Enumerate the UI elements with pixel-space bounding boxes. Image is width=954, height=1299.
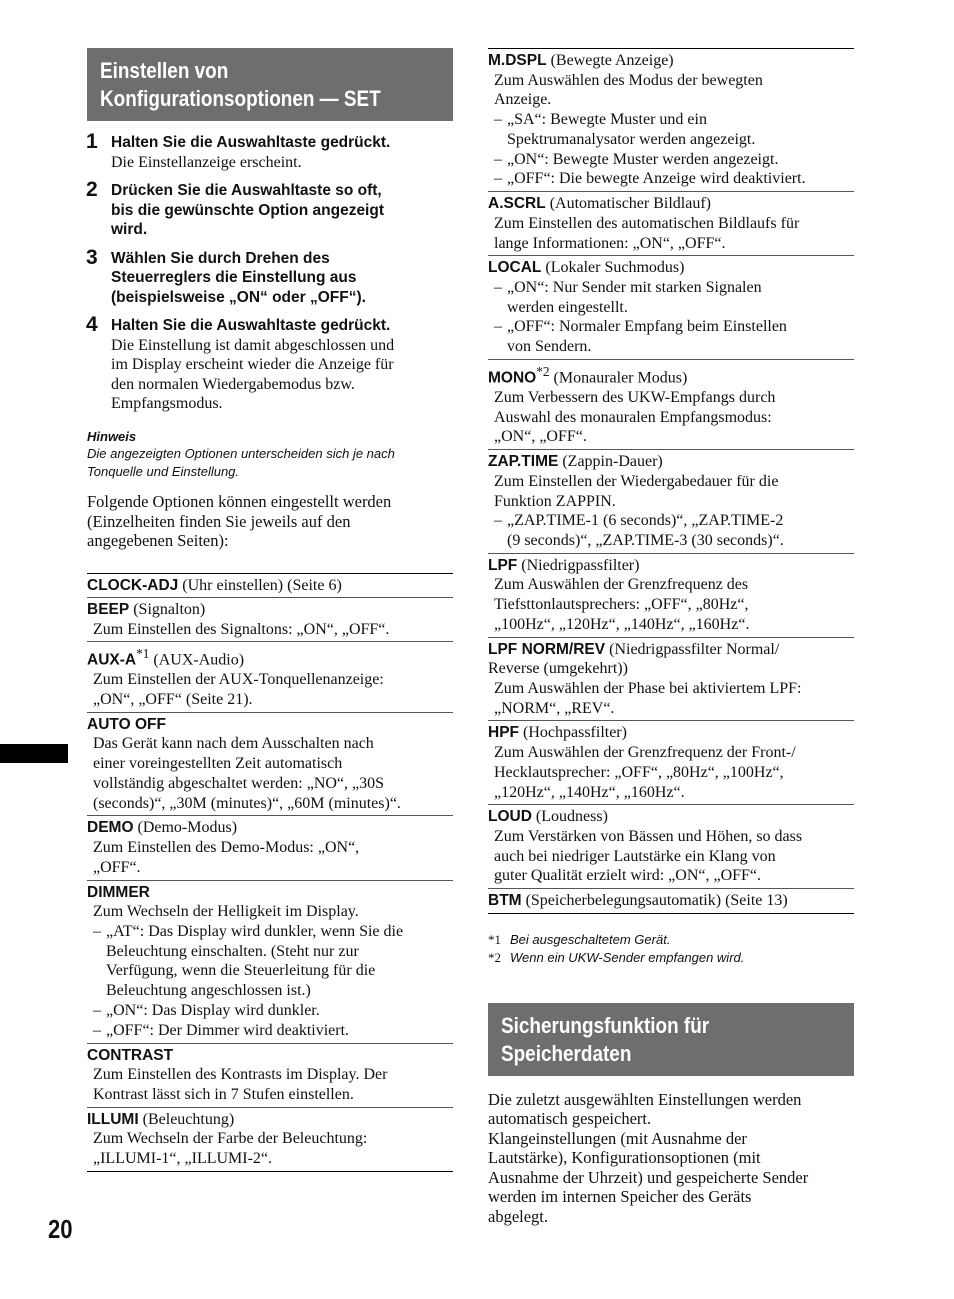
step-title: Halten Sie die Auswahltaste gedrückt. [111, 317, 391, 334]
description-line: Zum Auswählen der Grenzfrequenz der Front-/ [494, 743, 796, 761]
option-subtitle: (AUX-Audio) [153, 651, 245, 669]
option-description [494, 71, 854, 111]
memory-paragraph [488, 1090, 854, 1227]
paragraph-line: werden im internen Speicher des Geräts [488, 1187, 752, 1207]
description-line: „ON“, „OFF“ (Seite 21). [93, 690, 253, 708]
description-line: Tiefsttonlautsprechers: „OFF“, „80Hz“, [494, 596, 749, 614]
option-name: LPF [488, 556, 518, 574]
option-contrast [87, 1044, 453, 1108]
description-line: Kontrast lässt sich in 7 Stufen einstellen. [93, 1085, 354, 1103]
option-name: CONTRAST [87, 1046, 174, 1064]
note-line: Tonquelle und Einstellung. [87, 463, 240, 479]
footnote-marker: *2 [536, 364, 550, 380]
value-line: „SA“: Bewegte Muster und ein [507, 111, 707, 129]
option-description [93, 1129, 453, 1169]
option-description [494, 214, 854, 254]
description-line: Zum Einstellen des Signaltons: „ON“, „OFF“. [93, 620, 390, 638]
option-name: MONO [488, 369, 537, 387]
description-line: Auswahl des monauralen Empfangsmodus: [494, 408, 772, 426]
option-zap-time [488, 450, 854, 554]
dash-bullet: – [494, 318, 502, 336]
option-name: A.SCRL [488, 195, 546, 213]
step-title: wird. [111, 221, 148, 238]
option-lpf [488, 554, 854, 638]
option-subtitle: (Zappin-Dauer) [562, 453, 663, 471]
note-line: Die angezeigten Optionen unterscheiden sich je nach [87, 446, 395, 461]
step-body: im Display erscheint wieder die Anzeige für [111, 356, 394, 373]
step-list [86, 130, 453, 414]
option-value-list [93, 922, 453, 1041]
option-value [93, 1021, 453, 1041]
option-value [494, 110, 854, 150]
option-description [93, 620, 453, 640]
option-name: BEEP [87, 601, 130, 618]
option-header [488, 194, 854, 214]
paragraph-line: Die zuletzt ausgewählten Einstellungen werden [488, 1089, 802, 1109]
step-title: (beispielsweise „ON“ oder „OFF“). [111, 288, 366, 306]
step-number: 1 [86, 130, 98, 153]
left-column [87, 48, 453, 1172]
option-header [87, 715, 453, 735]
description-line: „ILLUMI-1“, „ILLUMI-2“. [93, 1149, 273, 1167]
option-local [488, 256, 854, 360]
value-line: „OFF“: Normaler Empfang beim Einstellen [507, 318, 787, 336]
paragraph-line: abgelegt. [488, 1206, 549, 1226]
step-title: Wählen Sie durch Drehen des [111, 249, 330, 267]
option-header [488, 723, 854, 743]
value-line: (9 seconds)“, „ZAP.TIME-3 (30 seconds)“. [507, 532, 784, 550]
step-title: Halten Sie die Auswahltaste gedrückt. [111, 134, 391, 151]
step-4 [86, 313, 453, 414]
option-subtitle: (Loudness) [535, 808, 608, 826]
paragraph-line: Ausnahme der Uhrzeit) und gespeicherte Sender [488, 1167, 809, 1187]
option-name: ZAP.TIME [488, 453, 559, 471]
option-name: LOCAL [488, 259, 542, 277]
option-header [488, 452, 854, 472]
option-subtitle-cont: Reverse (umgekehrt)) [488, 660, 628, 678]
section-tab-marker [0, 744, 68, 763]
description-line: guter Qualität erzielt wird: „ON“, „OFF“. [494, 867, 762, 885]
step-body: Empfangsmodus. [111, 395, 223, 412]
option-value-list [494, 511, 854, 551]
step-title: Drücken Sie die Auswahltaste so oft, [111, 182, 382, 199]
step-2 [86, 178, 453, 240]
option-value [494, 150, 854, 170]
description-line: Zum Wechseln der Farbe der Beleuchtung: [93, 1130, 368, 1148]
page-number: 20 [48, 1214, 73, 1244]
paragraph-line: Klangeinstellungen (mit Ausnahme der [488, 1128, 747, 1148]
step-3 [86, 245, 453, 308]
right-column [488, 48, 854, 1226]
paragraph-line: automatisch gespeichert. [488, 1109, 652, 1129]
option-m-dspl [488, 49, 854, 192]
description-line: vollständig abgeschaltet werden: „NO“, „30S [93, 774, 385, 792]
description-line: Zum Auswählen der Phase bei aktiviertem LPF: [494, 679, 802, 697]
option-value [494, 511, 854, 551]
option-description [494, 575, 854, 634]
option-description [494, 679, 854, 719]
dash-bullet: – [494, 150, 502, 168]
option-auto-off [87, 713, 453, 817]
value-line: „OFF“: Die bewegte Anzeige wird deaktiviert. [507, 170, 806, 188]
step-body: den normalen Wiedergabemodus bzw. [111, 375, 355, 393]
description-line: einer voreingestellten Zeit automatisch [93, 755, 343, 773]
option-value [93, 1001, 453, 1021]
option-description [494, 743, 854, 802]
option-header [87, 1110, 453, 1130]
footnotes [488, 931, 854, 967]
description-line: Das Gerät kann nach dem Ausschalten nach [93, 735, 374, 753]
dash-bullet: – [494, 278, 502, 296]
description-line: Zum Einstellen der Wiedergabedauer für die [494, 472, 779, 490]
option-header [87, 576, 453, 596]
option-value [494, 278, 854, 318]
description-line: Zum Verstärken von Bässen und Höhen, so dass [494, 827, 803, 845]
option-name: LOUD [488, 808, 532, 826]
option-header [87, 644, 453, 670]
value-line: von Sendern. [507, 338, 592, 356]
footnote: *1 Bei ausgeschaltetem Gerät. [488, 931, 671, 947]
option-subtitle: (Hochpassfilter) [523, 724, 627, 742]
step-number: 4 [86, 313, 98, 336]
option-subtitle: (Lokaler Suchmodus) [545, 259, 685, 277]
value-line: „ON“: Das Display wird dunkler. [106, 1001, 320, 1019]
description-line: „ON“, „OFF“. [494, 428, 587, 446]
description-line: „OFF“. [93, 858, 141, 876]
option-a-scrl [488, 192, 854, 256]
description-line: Zum Auswählen der Grenzfrequenz des [494, 576, 749, 594]
option-name: HPF [488, 724, 519, 742]
value-line: „OFF“: Der Dimmer wird deaktiviert. [106, 1021, 350, 1039]
step-number: 3 [86, 245, 98, 269]
option-header [488, 556, 854, 576]
option-clock-adj [87, 574, 453, 599]
option-description [494, 388, 854, 447]
description-line: (seconds)“, „30M (minutes)“, „60M (minutes)“. [93, 794, 401, 812]
description-line: Hecklautsprecher: „OFF“, „80Hz“, „100Hz“, [494, 763, 784, 781]
section-heading-set: Einstellen von Konfigurationsoptionen — SET [87, 48, 453, 121]
option-subtitle: (Demo-Modus) [137, 819, 238, 837]
option-btm [488, 889, 854, 913]
dash-bullet: – [494, 512, 502, 530]
description-line: „100Hz“, „120Hz“, „140Hz“, „160Hz“. [494, 616, 750, 634]
option-header [488, 51, 854, 71]
option-header [488, 362, 854, 388]
value-line: Beleuchtung angeschlossen ist.) [106, 982, 311, 1000]
option-subtitle: (Beleuchtung) [142, 1110, 235, 1128]
option-header [488, 258, 854, 278]
description-line: „120Hz“, „140Hz“, „160Hz“. [494, 783, 685, 801]
option-subtitle: (Speicherbelegungsautomatik) (Seite 13) [525, 892, 788, 910]
description-line: Zum Einstellen des automatischen Bildlaufs für [494, 214, 800, 232]
option-subtitle: (Niedrigpassfilter) [521, 556, 640, 574]
step-title: bis die gewünschte Option angezeigt [111, 201, 384, 219]
value-line: Verfügung, wenn die Steuerleitung für die [106, 962, 376, 980]
note-box [87, 428, 453, 481]
option-description [93, 838, 453, 878]
value-line: Spektrumanalysator werden angezeigt. [507, 130, 756, 148]
option-loud [488, 805, 854, 889]
value-line: „ON“: Nur Sender mit starken Signalen [507, 278, 762, 296]
option-header [87, 600, 453, 620]
option-value [494, 317, 854, 357]
option-mono [488, 360, 854, 450]
option-name: BTM [488, 892, 522, 910]
option-value-list [494, 278, 854, 357]
step-number: 2 [86, 178, 98, 201]
option-header [87, 818, 453, 838]
option-table-right [488, 48, 854, 914]
step-body: Die Einstellanzeige erscheint. [111, 153, 302, 171]
option-dimmer [87, 881, 453, 1044]
dash-bullet: – [494, 111, 502, 129]
description-line: Anzeige. [494, 91, 552, 109]
option-beep [87, 598, 453, 642]
description-line: Zum Einstellen des Kontrasts im Display. Der [93, 1066, 388, 1084]
section-heading-memory: Sicherungsfunktion für Speicherdaten [488, 1003, 854, 1076]
option-description [494, 472, 854, 512]
option-name: DEMO [87, 819, 134, 837]
step-1 [86, 130, 453, 172]
option-name: M.DSPL [488, 52, 547, 69]
option-subtitle: (Bewegte Anzeige) [550, 52, 674, 69]
option-subtitle: (Uhr einstellen) (Seite 6) [182, 576, 342, 594]
dash-bullet: – [93, 1021, 101, 1039]
description-line: Funktion ZAPPIN. [494, 492, 616, 510]
option-name: AUTO OFF [87, 715, 166, 733]
option-subtitle: (Niedrigpassfilter Normal/ [609, 640, 780, 658]
option-value-list [494, 110, 854, 189]
option-name: CLOCK-ADJ [87, 576, 179, 594]
option-description [93, 734, 453, 813]
option-name: AUX-A [87, 651, 137, 669]
description-line: „NORM“, „REV“. [494, 699, 615, 717]
value-line: „ON“: Bewegte Muster werden angezeigt. [507, 150, 779, 168]
option-subtitle: (Monauraler Modus) [553, 369, 688, 387]
option-description [494, 827, 854, 886]
option-description [93, 902, 453, 922]
description-line: Zum Wechseln der Helligkeit im Display. [93, 903, 359, 920]
option-demo [87, 816, 453, 880]
option-header [488, 640, 854, 660]
description-line: Zum Auswählen des Modus der bewegten [494, 71, 763, 89]
value-line: Beleuchtung einschalten. (Steht nur zur [106, 942, 359, 960]
value-line: „ZAP.TIME-1 (6 seconds)“, „ZAP.TIME-2 [507, 512, 784, 530]
option-hpf [488, 721, 854, 805]
option-subtitle: (Automatischer Bildlauf) [549, 195, 711, 213]
option-value [494, 169, 854, 189]
option-header [488, 807, 854, 827]
description-line: lange Informationen: „ON“, „OFF“. [494, 234, 726, 252]
footnote-marker: *1 [136, 646, 150, 662]
description-line: Zum Einstellen der AUX-Tonquellenanzeige: [93, 671, 384, 689]
dash-bullet: – [93, 922, 101, 940]
value-line: „AT“: Das Display wird dunkler, wenn Sie die [106, 922, 404, 940]
step-title: Steuerreglers die Einstellung aus [111, 269, 357, 286]
option-table-left [87, 573, 453, 1172]
option-lpf-norm-rev [488, 638, 854, 722]
paragraph-line: Lautstärke), Konfigurationsoptionen (mit [488, 1148, 761, 1168]
step-body: Die Einstellung ist damit abgeschlossen und [111, 336, 395, 354]
option-name: DIMMER [87, 883, 150, 901]
option-description [93, 670, 453, 710]
option-name: ILLUMI [87, 1110, 139, 1128]
option-header [87, 883, 453, 903]
dash-bullet: – [93, 1001, 101, 1019]
value-line: werden eingestellt. [507, 298, 628, 316]
description-line: Zum Verbessern des UKW-Empfangs durch [494, 388, 776, 406]
option-header [87, 1046, 453, 1066]
option-aux-a [87, 642, 453, 712]
option-subtitle: (Signalton) [133, 601, 206, 618]
description-line: auch bei niedriger Lautstärke ein Klang von [494, 847, 776, 865]
description-line: Zum Einstellen des Demo-Modus: „ON“, [93, 838, 360, 856]
option-value [93, 922, 453, 1001]
dash-bullet: – [494, 170, 502, 188]
option-illumi [87, 1108, 453, 1171]
option-header [488, 891, 854, 911]
footnote: *2 Wenn ein UKW-Sender empfangen wird. [488, 949, 745, 965]
note-title: Hinweis [87, 428, 137, 444]
intro-paragraph: Folgende Optionen können eingestellt werden (Einzelheiten finden Sie jeweils auf den angegebenen Seiten): [87, 492, 392, 550]
option-name: LPF NORM/REV [488, 640, 606, 658]
option-description [93, 1065, 453, 1105]
